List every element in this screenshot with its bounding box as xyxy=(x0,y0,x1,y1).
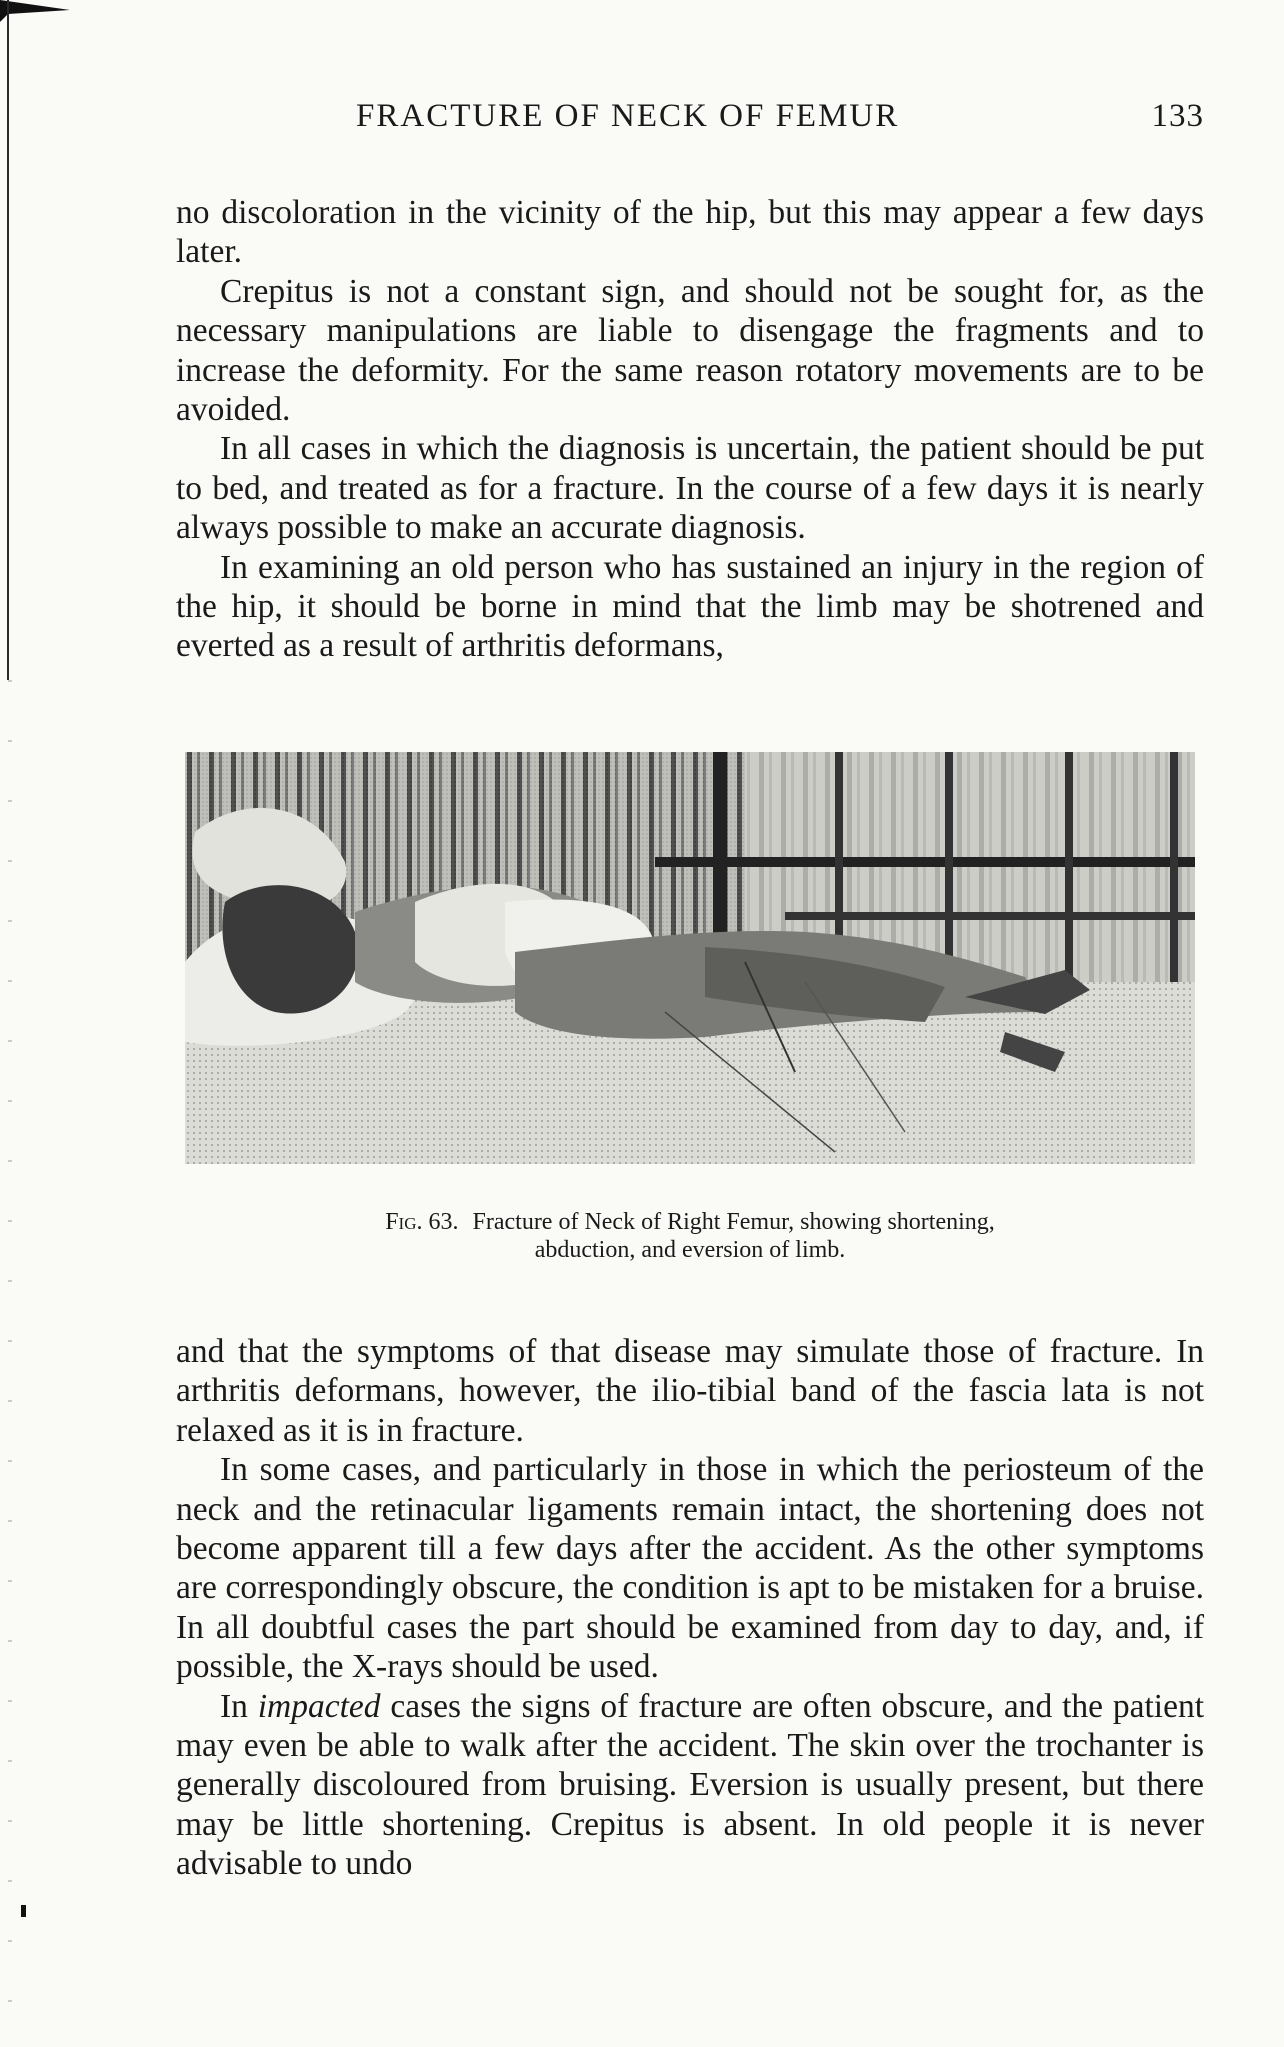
page-number: 133 xyxy=(1151,98,1204,134)
impacted-lead: In xyxy=(220,1687,258,1725)
running-head xyxy=(176,98,1204,142)
margin-rule xyxy=(7,0,9,680)
figure-caption xyxy=(176,1208,1204,1264)
page-corner-mark xyxy=(0,0,70,22)
margin-specks xyxy=(8,680,12,2010)
impacted-emphasis: impacted xyxy=(257,1687,381,1725)
caption-text-2: abduction, and eversion of limb. xyxy=(534,1237,846,1263)
stray-ink-mark xyxy=(21,1905,26,1917)
paragraph-continued: no discoloration in the vicinity of the hip, but this may appear a few days later. xyxy=(176,194,1204,271)
paragraph-symptoms-simulate: and that the symptoms of that disease may simulate those of fracture. In arthritis deformans, however, the ilio-tibial band of the fascia lata is not relaxed as it is in fracture. xyxy=(176,1333,1204,1449)
figure-label: Fig. 63. xyxy=(385,1209,459,1235)
patient-photo xyxy=(185,752,1195,1164)
bottom-text-block xyxy=(176,1332,1204,1884)
paragraph-old-person: In examining an old person who has sustained an injury in the region of the hip, it should be borne in mind that the limb may be shotrened and everted as a result of arthritis deformans, xyxy=(176,548,1204,665)
paragraph-crepitus: Crepitus is not a constant sign, and should not be sought for, as the necessary manipulations are liable to disengage the fragments and to increase the deformity. For the same reason rotatory movements are to be avoided. xyxy=(176,272,1204,429)
impacted-rest: cases the signs of fracture are often obscure, and the patient may even be able to walk after the accident. The skin over the trochanter is generally discoloured from bruising. Eversion is usually present, but there may be little shortening. Crepitus is absent. In old people it is never advisable to undo xyxy=(176,1687,1205,1883)
caption-line-1 xyxy=(176,1208,1204,1236)
paragraph-uncertain-diagnosis: In all cases in which the diagnosis is uncertain, the patient should be put to bed, and treated as for a fracture. In the course of a few days it is nearly always possible to make an accurate diagnosis. xyxy=(176,430,1204,547)
caption-text-1: Fracture of Neck of Right Femur, showing shortening, xyxy=(472,1209,995,1235)
top-text-block xyxy=(176,193,1204,666)
paragraph-impacted xyxy=(176,1687,1204,1884)
figure-photograph xyxy=(185,752,1195,1164)
paragraph-periosteum: In some cases, and particularly in those in which the periosteum of the neck and the retinacular ligaments remain intact, the shortening does not become apparent till a few days after the accident. As the other symptoms are correspondingly obscure, the condition is apt to be mistaken for a bruise. In all doubtful cases the part should be examined from day to day, and, if possible, the X-rays should be used. xyxy=(176,1451,1204,1686)
running-title: FRACTURE OF NECK OF FEMUR xyxy=(356,98,900,134)
